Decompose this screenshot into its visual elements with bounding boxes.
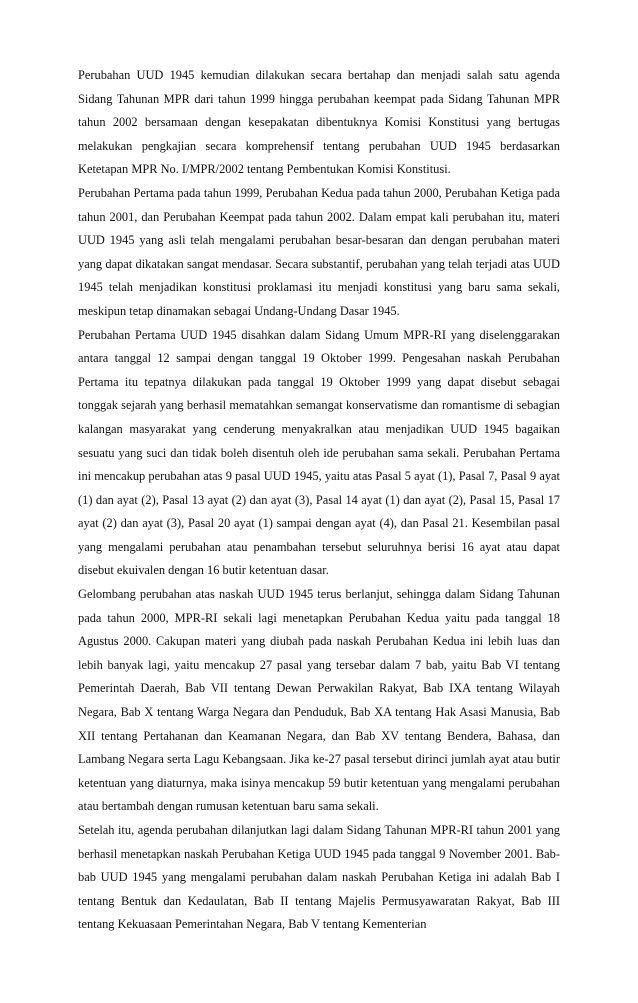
paragraph-second-amendment: Gelombang perubahan atas naskah UUD 1945 terus berlanjut, sehingga dalam Sidang Tahunan pada tahun 2000, MPR-RI sekali lagi menetapkan Perubahan Kedua yaitu pada tanggal 18 Agustus 2000. Cakupan materi yang diubah pada naskah Perubahan Kedua ini lebih luas dan lebih banyak lagi, yaitu mencakup 27 pasal yang tersebar dalam 7 bab, yaitu Bab VI tentang Pemerintah Daerah, Bab VII tentang Dewan Perwakilan Rakyat, Bab IXA tentang Wilayah Negara, Bab X tentang Warga Negara dan Penduduk, Bab XA tentang Hak Asasi Manusia, Bab XII tentang Pertahanan dan Keamanan Negara, dan Bab XV tentang Bendera, Bahasa, dan Lambang Negara serta Lagu Kebangsaan. Jika ke-27 pasal tersebut dirinci jumlah ayat atau butir ketentuan yang diaturnya, maka isinya mencakup 59 butir ketentuan yang mengalami perubahan atau bertambah dengan rumusan ketentuan baru sama sekali.	[78, 587, 560, 814]
paragraph-four-amendments: Perubahan Pertama pada tahun 1999, Perubahan Kedua pada tahun 2000, Perubahan Ketiga pada tahun 2001, dan Perubahan Keempat pada tahun 2002. Dalam empat kali perubahan itu, materi UUD 1945 yang asli telah mengalami perubahan besar-besaran dan dengan perubahan materi yang dapat dikatakan sangat mendasar. Secara substantif, perubahan yang telah terjadi atas UUD 1945 telah menjadikan konstitusi proklamasi itu menjadi konstitusi yang baru sama sekali, meskipun tetap dinamakan sebagai Undang-Undang Dasar 1945.	[78, 185, 560, 318]
paragraph-amendment-process: Perubahan UUD 1945 kemudian dilakukan secara bertahap dan menjadi salah satu agenda Sidang Tahunan MPR dari tahun 1999 hingga perubahan keempat pada Sidang Tahunan MPR tahun 2002 bersamaan dengan kesepakatan dibentuknya Komisi Konstitusi yang bertugas melakukan pengkajian secara komprehensif tentang perubahan UUD 1945 berdasarkan Ketetapan MPR No. I/MPR/2002 tentang Pembentukan Komisi Konstitusi.	[78, 68, 560, 177]
paragraph-third-amendment: Setelah itu, agenda perubahan dilanjutkan lagi dalam Sidang Tahunan MPR-RI tahun 2001 yang berhasil menetapkan naskah Perubahan Ketiga UUD 1945 pada tanggal 9 November 2001. Bab-bab UUD 1945 yang mengalami perubahan dalam naskah Perubahan Ketiga ini adalah Bab I tentang Bentuk dan Kedaulatan, Bab II tentang Majelis Permusyawaratan Rakyat, Bab III tentang Kekuasaan Pemerintahan Negara, Bab V tentang Kementerian	[78, 823, 560, 932]
document-body	[78, 64, 560, 937]
paragraph-first-amendment: Perubahan Pertama UUD 1945 disahkan dalam Sidang Umum MPR-RI yang diselenggarakan antara tanggal 12 sampai dengan tanggal 19 Oktober 1999. Pengesahan naskah Perubahan Pertama itu tepatnya dilakukan pada tanggal 19 Oktober 1999 yang dapat disebut sebagai tonggak sejarah yang berhasil mematahkan semangat konservatisme dan romantisme di sebagian kalangan masyarakat yang cenderung menyakralkan atau menjadikan UUD 1945 bagaikan sesuatu yang suci dan tidak boleh disentuh oleh ide perubahan sama sekali. Perubahan Pertama ini mencakup perubahan atas 9 pasal UUD 1945, yaitu atas Pasal 5 ayat (1), Pasal 7, Pasal 9 ayat (1) dan ayat (2), Pasal 13 ayat (2) dan ayat (3), Pasal 14 ayat (1) dan ayat (2), Pasal 15, Pasal 17 ayat (2) dan ayat (3), Pasal 20 ayat (1) sampai dengan ayat (4), dan Pasal 21. Kesembilan pasal yang mengalami perubahan atau penambahan tersebut seluruhnya berisi 16 ayat atau dapat disebut ekuivalen dengan 16 butir ketentuan dasar.	[78, 327, 560, 578]
